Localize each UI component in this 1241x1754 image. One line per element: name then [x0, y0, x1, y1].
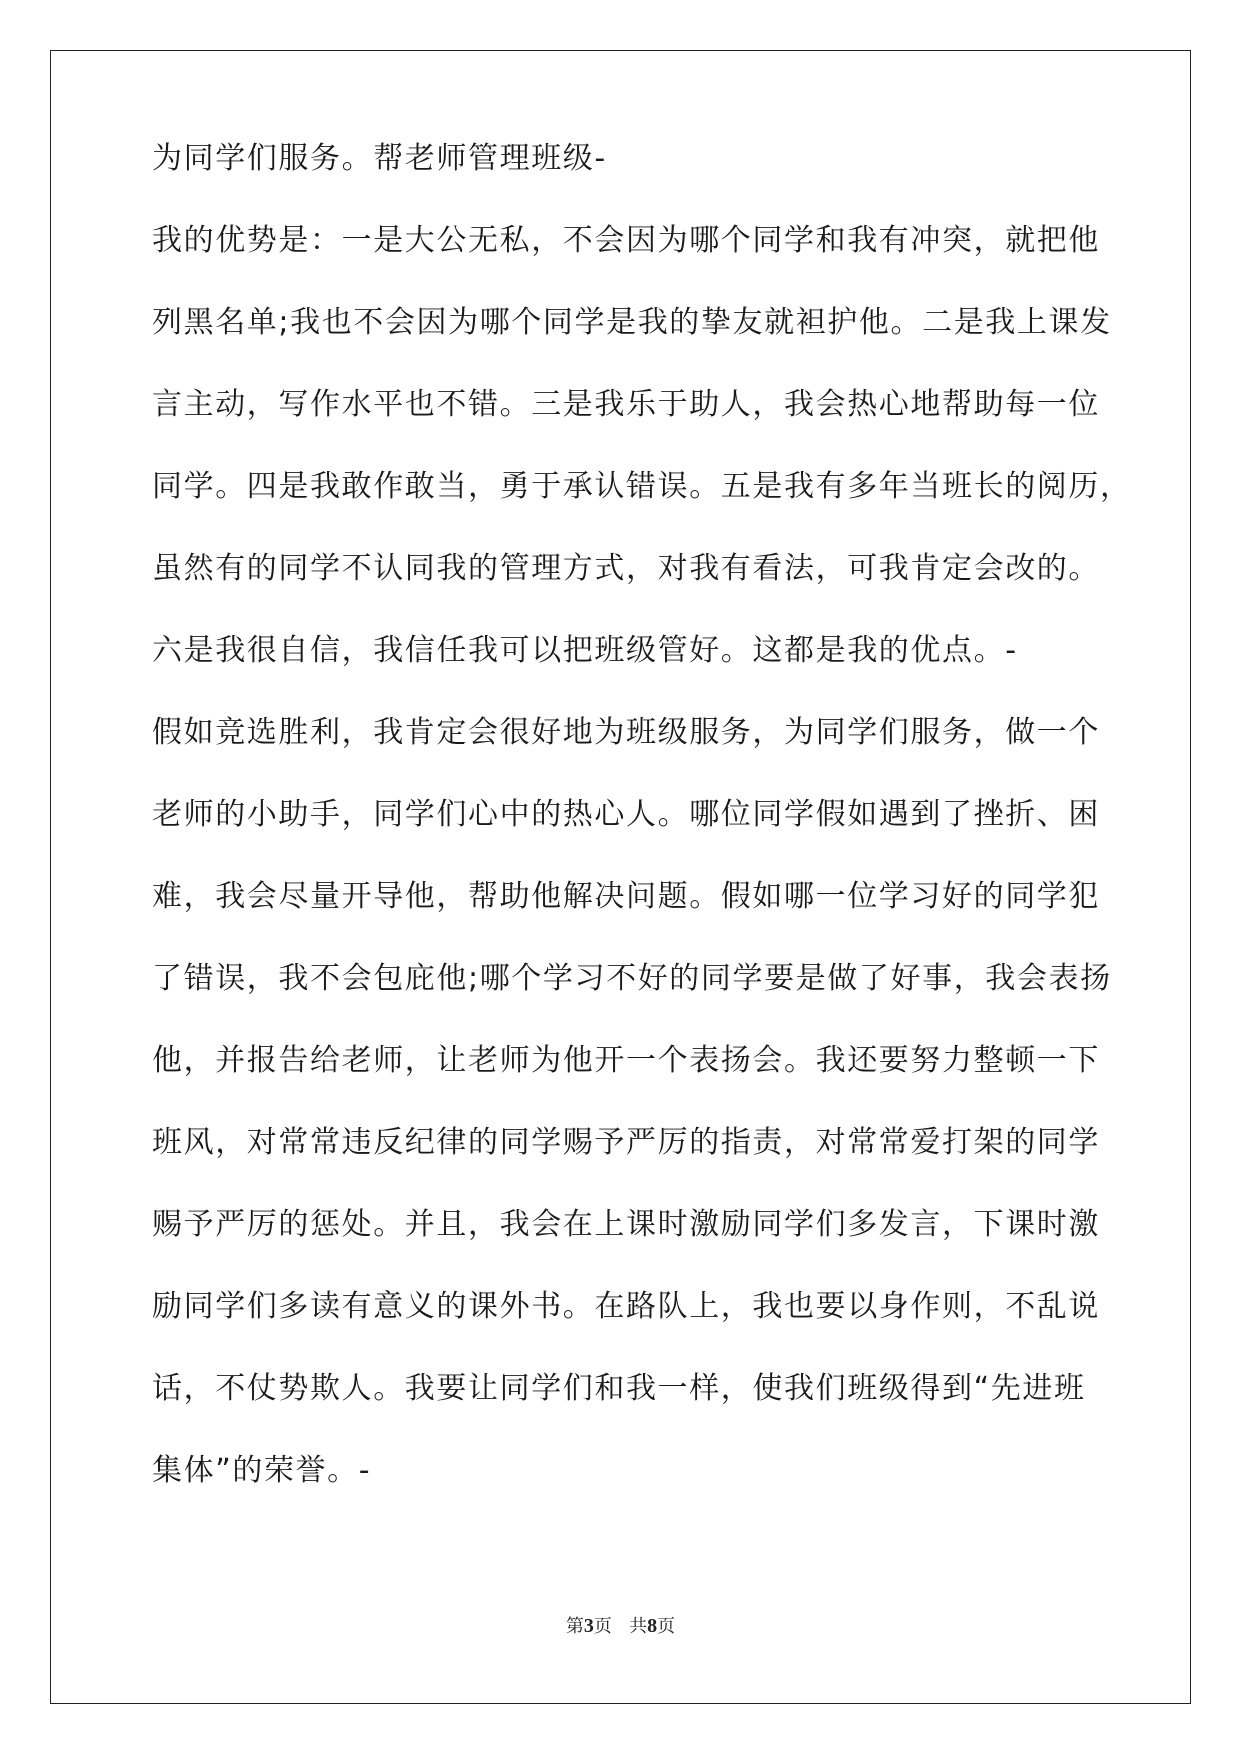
- text-line: 话，不仗势欺人。我要让同学们和我一样，使我们班级得到“先进班: [152, 1371, 1086, 1406]
- text-line: 假如竞选胜利，我肯定会很好地为班级服务，为同学们服务，做一个: [152, 715, 1100, 750]
- text-line: 老师的小助手，同学们心中的热心人。哪位同学假如遇到了挫折、困: [152, 797, 1100, 832]
- page-footer: [0, 1612, 1241, 1638]
- total-pages: 8: [647, 1615, 658, 1637]
- text-line: 班风，对常常违反纪律的同学赐予严厉的指责，对常常爱打架的同学: [152, 1125, 1100, 1160]
- text-line: 六是我很自信，我信任我可以把班级管好。这都是我的优点。-: [152, 633, 1018, 668]
- text-line: 同学。四是我敢作敢当，勇于承认错误。五是我有多年当班长的阅历，: [152, 469, 1132, 504]
- total-suffix: 页: [657, 1616, 676, 1637]
- text-line: 集体”的荣誉。-: [152, 1453, 372, 1488]
- text-line: 他，并报告给老师，让老师为他开一个表扬会。我还要努力整顿一下: [152, 1043, 1100, 1078]
- text-line: 励同学们多读有意义的课外书。在路队上，我也要以身作则，不乱说: [152, 1289, 1100, 1324]
- text-line: 我的优势是：一是大公无私，不会因为哪个同学和我有冲突，就把他: [152, 223, 1100, 258]
- page-number: 3: [583, 1615, 594, 1637]
- text-line: 言主动，写作水平也不错。三是我乐于助人，我会热心地帮助每一位: [152, 387, 1100, 422]
- page-prefix: 第: [565, 1616, 584, 1637]
- document-body: [152, 141, 1132, 1512]
- text-line: 赐予严厉的惩处。并且，我会在上课时激励同学们多发言，下课时激: [152, 1207, 1100, 1242]
- page-suffix: 页: [593, 1616, 612, 1637]
- text-line: 列黑名单;我也不会因为哪个同学是我的挚友就袒护他。二是我上课发: [152, 305, 1112, 340]
- text-line: 难，我会尽量开导他，帮助他解决问题。假如哪一位学习好的同学犯: [152, 879, 1100, 914]
- total-prefix: 共: [629, 1616, 648, 1637]
- text-line: 为同学们服务。帮老师管理班级-: [152, 141, 607, 176]
- text-line: 了错误，我不会包庇他;哪个学习不好的同学要是做了好事，我会表扬: [152, 961, 1112, 996]
- text-line: 虽然有的同学不认同我的管理方式，对我有看法，可我肯定会改的。: [152, 551, 1100, 586]
